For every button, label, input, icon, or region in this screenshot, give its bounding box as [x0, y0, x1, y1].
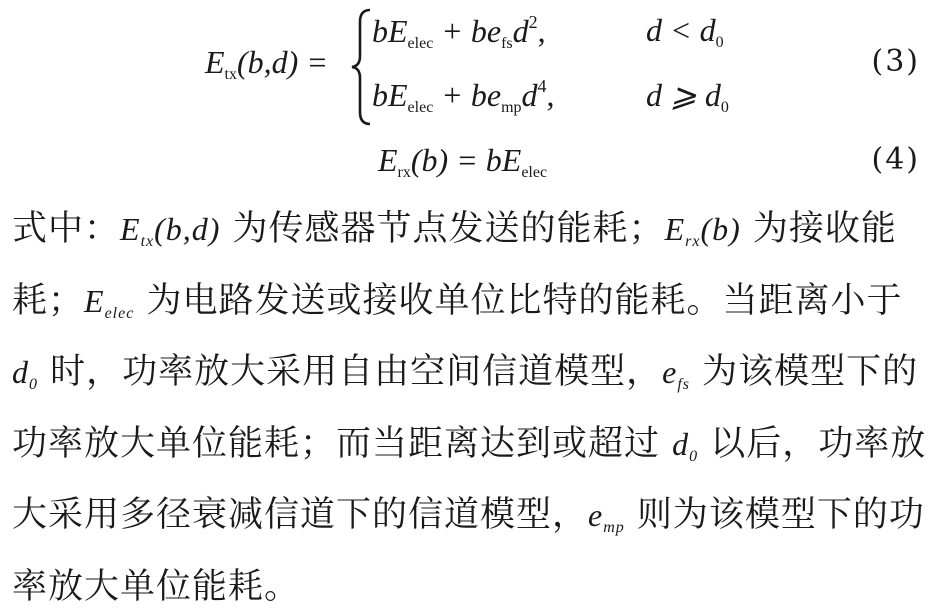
equation-number-4: (4)	[871, 142, 920, 177]
equation-4-expression: $E_{rx}(b) = bE_{elec}$	[378, 142, 548, 181]
left-brace	[350, 8, 372, 126]
var-E-rx: $E_{rx}(b)$	[664, 211, 741, 250]
lhs-args: (b,d) =	[237, 44, 328, 80]
var-e-fs: $e_{fs}$	[662, 354, 691, 393]
case-1-expression: $bE_{elec} + be_{fs}d^2$,	[372, 12, 546, 52]
equation-number-3: (3)	[871, 44, 920, 79]
equation-4	[0, 130, 934, 190]
case-2-expression: $bE_{elec} + be_{mp}d^4$,	[372, 76, 555, 116]
var-e-mp: $e_{mp}$	[588, 497, 625, 536]
case-2-condition: d ⩾ $d_0$	[646, 77, 729, 116]
var-d0-second: $d_0$	[672, 425, 699, 465]
case-1-condition: $d < d_0$	[646, 12, 724, 51]
symbol-E: E	[205, 44, 225, 80]
var-E-tx: $E_{tx}(b,d)$	[120, 211, 221, 250]
explanation-paragraph: 式中：$E_{tx}(b,d)$ 为传感器节点发送的能耗；$E_{rx}(b)$ 为接收能耗；$E_{elec}$ 为电路发送或接收单位比特的能耗。当距离小于 $d_0$ 时，功率放大采用自由空间信道模型，$e_{fs}$ 为该模型下的功率放大单位能耗；而当距离达到或超过 $d_0$ 以后，功率放大采用多径衰减信道下的信道模型，$e_{mp}$ 则为该模型下的功率放大单位能耗。	[12, 209, 927, 607]
var-d0: $d_0$	[12, 354, 38, 393]
equation-3	[0, 0, 934, 130]
var-E-elec: $E_{elec}$	[84, 282, 135, 322]
subscript-tx: tx	[224, 66, 237, 83]
equation-3-lhs	[205, 44, 328, 84]
